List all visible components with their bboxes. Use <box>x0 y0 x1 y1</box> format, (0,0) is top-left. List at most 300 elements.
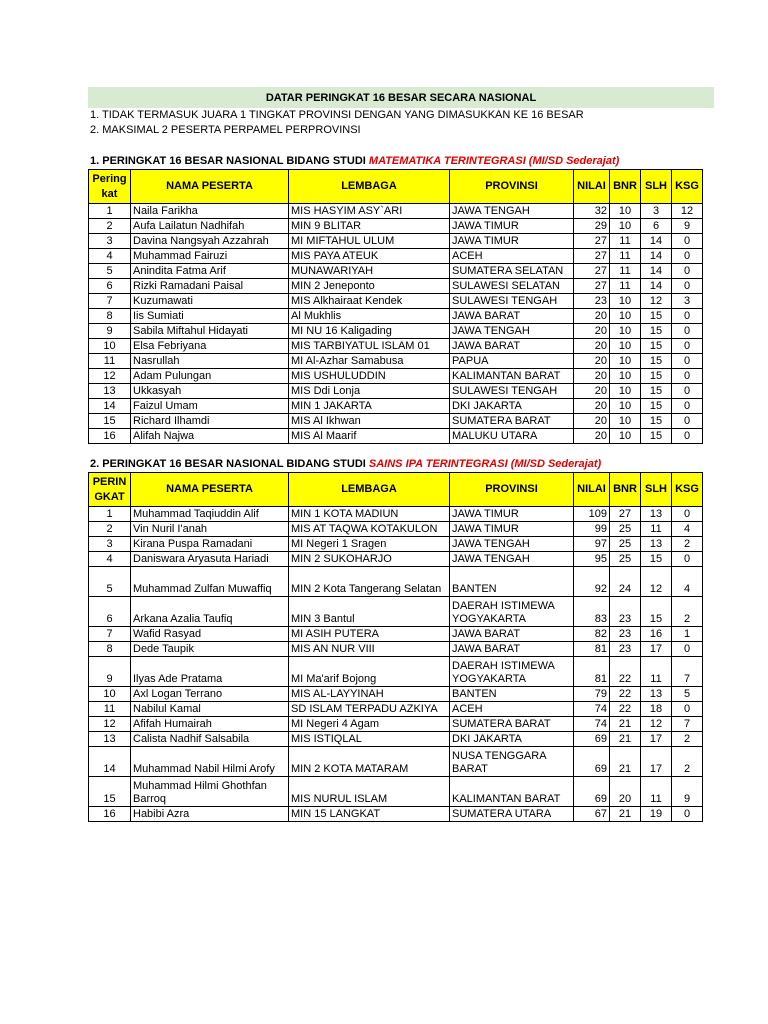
cell-wrong: 15 <box>641 339 672 354</box>
cell-province: SULAWESI TENGAH <box>450 294 574 309</box>
cell-correct: 25 <box>610 522 641 537</box>
cell-blank: 12 <box>672 204 703 219</box>
cell-correct: 10 <box>610 219 641 234</box>
cell-province: SUMATERA UTARA <box>450 807 574 822</box>
cell-score: 27 <box>574 249 610 264</box>
cell-correct: 10 <box>610 384 641 399</box>
cell-score: 27 <box>574 264 610 279</box>
cell-province: DKI JAKARTA <box>450 732 574 747</box>
section-1-heading <box>90 155 619 167</box>
cell-institution: MIN 1 JAKARTA <box>289 399 450 414</box>
cell-province: JAWA BARAT <box>450 309 574 324</box>
cell-institution: MIS PAYA ATEUK <box>289 249 450 264</box>
column-header-blank: KSG <box>672 170 703 204</box>
table-row <box>89 249 703 264</box>
cell-wrong: 17 <box>641 732 672 747</box>
table-row <box>89 627 703 642</box>
table-row <box>89 537 703 552</box>
table-row <box>89 507 703 522</box>
cell-blank: 0 <box>672 234 703 249</box>
cell-province: BANTEN <box>450 687 574 702</box>
cell-name: Anindita Fatma Arif <box>131 264 289 279</box>
column-header-province: PROVINSI <box>450 473 574 507</box>
cell-score: 20 <box>574 399 610 414</box>
cell-province: DKI JAKARTA <box>450 399 574 414</box>
cell-blank: 9 <box>672 777 703 807</box>
cell-score: 83 <box>574 597 610 627</box>
cell-rank: 16 <box>89 429 131 444</box>
cell-wrong: 19 <box>641 807 672 822</box>
column-header-correct: BNR <box>610 170 641 204</box>
cell-name: Ilyas Ade Pratama <box>131 657 289 687</box>
cell-correct: 11 <box>610 249 641 264</box>
cell-wrong: 11 <box>641 777 672 807</box>
cell-score: 67 <box>574 807 610 822</box>
cell-institution: MIN 2 Kota Tangerang Selatan <box>289 567 450 597</box>
cell-correct: 21 <box>610 807 641 822</box>
cell-institution: MIS AN NUR VIII <box>289 642 450 657</box>
cell-province: KALIMANTAN BARAT <box>450 777 574 807</box>
section-2-heading <box>90 458 601 470</box>
cell-score: 69 <box>574 732 610 747</box>
cell-institution: MI ASIH PUTERA <box>289 627 450 642</box>
cell-province: NUSA TENGGARA BARAT <box>450 747 574 777</box>
cell-blank: 3 <box>672 294 703 309</box>
cell-province: DAERAH ISTIMEWA YOGYAKARTA <box>450 597 574 627</box>
table-row <box>89 597 703 627</box>
cell-name: Daniswara Aryasuta Hariadi <box>131 552 289 567</box>
cell-rank: 12 <box>89 369 131 384</box>
cell-province: JAWA TENGAH <box>450 204 574 219</box>
table-row <box>89 369 703 384</box>
cell-institution: MIS HASYIM ASY`ARI <box>289 204 450 219</box>
cell-blank: 0 <box>672 264 703 279</box>
cell-province: SULAWESI SELATAN <box>450 279 574 294</box>
cell-name: Nabilul Kamal <box>131 702 289 717</box>
cell-score: 20 <box>574 369 610 384</box>
cell-correct: 10 <box>610 339 641 354</box>
cell-wrong: 15 <box>641 354 672 369</box>
cell-province: JAWA BARAT <box>450 627 574 642</box>
cell-wrong: 3 <box>641 204 672 219</box>
cell-rank: 2 <box>89 522 131 537</box>
cell-name: Iis Sumiati <box>131 309 289 324</box>
cell-score: 20 <box>574 354 610 369</box>
cell-province: SUMATERA BARAT <box>450 717 574 732</box>
cell-correct: 25 <box>610 537 641 552</box>
cell-score: 27 <box>574 234 610 249</box>
cell-correct: 23 <box>610 642 641 657</box>
column-header-wrong: SLH <box>641 170 672 204</box>
table-row <box>89 777 703 807</box>
table-row <box>89 642 703 657</box>
column-header-name: NAMA PESERTA <box>131 473 289 507</box>
cell-wrong: 15 <box>641 597 672 627</box>
cell-name: Wafid Rasyad <box>131 627 289 642</box>
cell-rank: 15 <box>89 777 131 807</box>
cell-wrong: 15 <box>641 309 672 324</box>
cell-blank: 2 <box>672 732 703 747</box>
cell-wrong: 13 <box>641 507 672 522</box>
cell-correct: 10 <box>610 369 641 384</box>
cell-province: SUMATERA BARAT <box>450 414 574 429</box>
cell-rank: 5 <box>89 567 131 597</box>
cell-province: JAWA TIMUR <box>450 219 574 234</box>
cell-blank: 0 <box>672 399 703 414</box>
table-row <box>89 567 703 597</box>
cell-blank: 7 <box>672 657 703 687</box>
cell-score: 32 <box>574 204 610 219</box>
cell-rank: 8 <box>89 309 131 324</box>
cell-correct: 10 <box>610 399 641 414</box>
table-row <box>89 522 703 537</box>
cell-rank: 5 <box>89 264 131 279</box>
cell-name: Axl Logan Terrano <box>131 687 289 702</box>
cell-rank: 6 <box>89 279 131 294</box>
table-row <box>89 219 703 234</box>
section-1-subject: MATEMATIKA TERINTEGRASI (MI/SD Sederajat) <box>368 155 620 167</box>
table-row <box>89 717 703 732</box>
cell-province: JAWA TENGAH <box>450 324 574 339</box>
cell-name: Muhammad Hilmi Ghothfan Barroq <box>131 777 289 807</box>
table-header-row <box>89 473 703 507</box>
cell-name: Alifah Najwa <box>131 429 289 444</box>
cell-correct: 10 <box>610 324 641 339</box>
cell-wrong: 12 <box>641 717 672 732</box>
cell-institution: MI Al-Azhar Samabusa <box>289 354 450 369</box>
cell-blank: 9 <box>672 219 703 234</box>
column-header-score: NILAI <box>574 170 610 204</box>
cell-wrong: 15 <box>641 552 672 567</box>
cell-wrong: 15 <box>641 399 672 414</box>
cell-correct: 23 <box>610 627 641 642</box>
cell-province: KALIMANTAN BARAT <box>450 369 574 384</box>
cell-score: 81 <box>574 642 610 657</box>
column-header-wrong: SLH <box>641 473 672 507</box>
cell-institution: MIS AL-LAYYINAH <box>289 687 450 702</box>
cell-rank: 14 <box>89 747 131 777</box>
cell-name: Naila Farikha <box>131 204 289 219</box>
cell-institution: MIN 1 KOTA MADIUN <box>289 507 450 522</box>
cell-wrong: 15 <box>641 369 672 384</box>
cell-correct: 11 <box>610 279 641 294</box>
cell-province: ACEH <box>450 702 574 717</box>
cell-institution: MIN 9 BLITAR <box>289 219 450 234</box>
cell-institution: MIS USHULUDDIN <box>289 369 450 384</box>
cell-institution: MIS Alkhairaat Kendek <box>289 294 450 309</box>
cell-name: Vin Nuril I'anah <box>131 522 289 537</box>
cell-blank: 7 <box>672 717 703 732</box>
cell-institution: MI NU 16 Kaligading <box>289 324 450 339</box>
column-header-province: PROVINSI <box>450 170 574 204</box>
cell-rank: 12 <box>89 717 131 732</box>
cell-rank: 11 <box>89 354 131 369</box>
cell-blank: 0 <box>672 807 703 822</box>
cell-wrong: 15 <box>641 384 672 399</box>
cell-correct: 10 <box>610 204 641 219</box>
table-row <box>89 279 703 294</box>
cell-score: 109 <box>574 507 610 522</box>
column-header-institution: LEMBAGA <box>289 170 450 204</box>
cell-wrong: 17 <box>641 747 672 777</box>
cell-wrong: 13 <box>641 687 672 702</box>
column-header-name: NAMA PESERTA <box>131 170 289 204</box>
cell-institution: MIS NURUL ISLAM <box>289 777 450 807</box>
cell-blank: 0 <box>672 339 703 354</box>
cell-score: 20 <box>574 429 610 444</box>
cell-name: Muhammad Fairuzi <box>131 249 289 264</box>
cell-score: 20 <box>574 324 610 339</box>
cell-name: Aufa Lailatun Nadhifah <box>131 219 289 234</box>
cell-correct: 11 <box>610 264 641 279</box>
cell-institution: MIS ISTIQLAL <box>289 732 450 747</box>
cell-blank: 1 <box>672 627 703 642</box>
column-header-institution: LEMBAGA <box>289 473 450 507</box>
cell-rank: 9 <box>89 324 131 339</box>
cell-province: JAWA TIMUR <box>450 507 574 522</box>
table-row <box>89 324 703 339</box>
cell-blank: 0 <box>672 429 703 444</box>
cell-rank: 8 <box>89 642 131 657</box>
cell-rank: 2 <box>89 219 131 234</box>
table-row <box>89 354 703 369</box>
table-row <box>89 429 703 444</box>
cell-name: Nasrullah <box>131 354 289 369</box>
cell-correct: 10 <box>610 294 641 309</box>
cell-rank: 14 <box>89 399 131 414</box>
cell-wrong: 12 <box>641 567 672 597</box>
cell-score: 97 <box>574 537 610 552</box>
cell-institution: MIN 2 SUKOHARJO <box>289 552 450 567</box>
section-1-heading-prefix: 1. PERINGKAT 16 BESAR NASIONAL BIDANG STUDI <box>90 155 369 167</box>
ranking-table-matematika <box>88 169 703 444</box>
cell-name: Richard Ilhamdi <box>131 414 289 429</box>
document-title: DATAR PERINGKAT 16 BESAR SECARA NASIONAL <box>88 87 714 108</box>
cell-correct: 23 <box>610 597 641 627</box>
cell-wrong: 15 <box>641 414 672 429</box>
cell-wrong: 16 <box>641 627 672 642</box>
cell-name: Faizul Umam <box>131 399 289 414</box>
cell-rank: 9 <box>89 657 131 687</box>
cell-correct: 24 <box>610 567 641 597</box>
cell-blank: 2 <box>672 597 703 627</box>
cell-province: JAWA TENGAH <box>450 552 574 567</box>
cell-name: Muhammad Nabil Hilmi Arofy <box>131 747 289 777</box>
table-row <box>89 384 703 399</box>
cell-rank: 3 <box>89 234 131 249</box>
cell-wrong: 15 <box>641 429 672 444</box>
cell-correct: 10 <box>610 414 641 429</box>
cell-wrong: 6 <box>641 219 672 234</box>
section-2-subject: SAINS IPA TERINTEGRASI (MI/SD Sederajat) <box>368 458 602 470</box>
table-row <box>89 657 703 687</box>
table-header-row <box>89 170 703 204</box>
cell-institution: MIN 2 Jeneponto <box>289 279 450 294</box>
table-row <box>89 414 703 429</box>
cell-blank: 2 <box>672 537 703 552</box>
cell-blank: 0 <box>672 324 703 339</box>
cell-rank: 7 <box>89 294 131 309</box>
cell-rank: 11 <box>89 702 131 717</box>
cell-blank: 0 <box>672 384 703 399</box>
cell-rank: 16 <box>89 807 131 822</box>
cell-blank: 0 <box>672 249 703 264</box>
cell-institution: MIS TARBIYATUL ISLAM 01 <box>289 339 450 354</box>
cell-wrong: 11 <box>641 657 672 687</box>
cell-blank: 4 <box>672 522 703 537</box>
cell-rank: 1 <box>89 204 131 219</box>
cell-province: JAWA TENGAH <box>450 537 574 552</box>
cell-province: MALUKU UTARA <box>450 429 574 444</box>
cell-score: 74 <box>574 702 610 717</box>
cell-blank: 0 <box>672 642 703 657</box>
cell-name: Dede Taupik <box>131 642 289 657</box>
note-2: 2. MAKSIMAL 2 PESERTA PERPAMEL PERPROVINSI <box>90 124 361 136</box>
column-header-correct: BNR <box>610 473 641 507</box>
column-header-rank: Pering kat <box>89 170 131 204</box>
table-row <box>89 294 703 309</box>
cell-name: Elsa Febriyana <box>131 339 289 354</box>
cell-institution: MI Negeri 1 Sragen <box>289 537 450 552</box>
cell-institution: MIS Al Ikhwan <box>289 414 450 429</box>
cell-name: Muhammad Zulfan Muwaffiq <box>131 567 289 597</box>
cell-rank: 1 <box>89 507 131 522</box>
cell-rank: 10 <box>89 339 131 354</box>
cell-wrong: 12 <box>641 294 672 309</box>
table-row <box>89 552 703 567</box>
table-row <box>89 687 703 702</box>
cell-rank: 4 <box>89 552 131 567</box>
cell-correct: 11 <box>610 234 641 249</box>
cell-name: Davina Nangsyah Azzahrah <box>131 234 289 249</box>
cell-wrong: 18 <box>641 702 672 717</box>
cell-name: Calista Nadhif Salsabila <box>131 732 289 747</box>
cell-province: ACEH <box>450 249 574 264</box>
cell-institution: MUNAWARIYAH <box>289 264 450 279</box>
table-row <box>89 204 703 219</box>
cell-blank: 0 <box>672 279 703 294</box>
cell-province: JAWA TIMUR <box>450 234 574 249</box>
cell-rank: 13 <box>89 732 131 747</box>
cell-blank: 0 <box>672 309 703 324</box>
table-row <box>89 309 703 324</box>
table-row <box>89 807 703 822</box>
cell-score: 92 <box>574 567 610 597</box>
cell-name: Adam Pulungan <box>131 369 289 384</box>
cell-score: 82 <box>574 627 610 642</box>
cell-province: BANTEN <box>450 567 574 597</box>
cell-correct: 10 <box>610 354 641 369</box>
cell-score: 20 <box>574 339 610 354</box>
cell-wrong: 11 <box>641 522 672 537</box>
table-row <box>89 339 703 354</box>
cell-wrong: 14 <box>641 249 672 264</box>
cell-correct: 10 <box>610 309 641 324</box>
cell-score: 27 <box>574 279 610 294</box>
cell-province: JAWA BARAT <box>450 642 574 657</box>
cell-institution: MIS AT TAQWA KOTAKULON <box>289 522 450 537</box>
cell-blank: 0 <box>672 552 703 567</box>
cell-correct: 21 <box>610 747 641 777</box>
cell-score: 20 <box>574 309 610 324</box>
cell-institution: MIS Ddi Lonja <box>289 384 450 399</box>
table-row <box>89 747 703 777</box>
cell-rank: 15 <box>89 414 131 429</box>
cell-score: 20 <box>574 414 610 429</box>
cell-institution: MIN 15 LANGKAT <box>289 807 450 822</box>
cell-province: JAWA BARAT <box>450 339 574 354</box>
cell-score: 29 <box>574 219 610 234</box>
cell-correct: 25 <box>610 552 641 567</box>
cell-score: 79 <box>574 687 610 702</box>
cell-blank: 0 <box>672 702 703 717</box>
cell-rank: 10 <box>89 687 131 702</box>
cell-score: 69 <box>574 777 610 807</box>
cell-rank: 4 <box>89 249 131 264</box>
cell-province: PAPUA <box>450 354 574 369</box>
cell-score: 20 <box>574 384 610 399</box>
cell-wrong: 14 <box>641 279 672 294</box>
table-row <box>89 234 703 249</box>
column-header-blank: KSG <box>672 473 703 507</box>
cell-correct: 10 <box>610 429 641 444</box>
cell-wrong: 15 <box>641 324 672 339</box>
cell-name: Rizki Ramadani Paisal <box>131 279 289 294</box>
cell-name: Habibi Azra <box>131 807 289 822</box>
table-row <box>89 399 703 414</box>
cell-correct: 21 <box>610 732 641 747</box>
cell-blank: 5 <box>672 687 703 702</box>
cell-rank: 7 <box>89 627 131 642</box>
cell-rank: 3 <box>89 537 131 552</box>
section-2-heading-prefix: 2. PERINGKAT 16 BESAR NASIONAL BIDANG STUDI <box>90 458 369 470</box>
table-row <box>89 702 703 717</box>
cell-score: 95 <box>574 552 610 567</box>
table-row <box>89 264 703 279</box>
cell-score: 99 <box>574 522 610 537</box>
column-header-score: NILAI <box>574 473 610 507</box>
cell-rank: 13 <box>89 384 131 399</box>
cell-province: SUMATERA SELATAN <box>450 264 574 279</box>
cell-institution: MI Negeri 4 Agam <box>289 717 450 732</box>
cell-institution: MIN 2 KOTA MATARAM <box>289 747 450 777</box>
cell-blank: 4 <box>672 567 703 597</box>
cell-blank: 2 <box>672 747 703 777</box>
cell-score: 81 <box>574 657 610 687</box>
cell-correct: 22 <box>610 657 641 687</box>
cell-name: Muhammad Taqiuddin Alif <box>131 507 289 522</box>
column-header-rank: PERIN GKAT <box>89 473 131 507</box>
cell-institution: MI Ma'arif Bojong <box>289 657 450 687</box>
table-row <box>89 732 703 747</box>
cell-wrong: 13 <box>641 537 672 552</box>
ranking-table-sains-ipa <box>88 472 703 822</box>
cell-blank: 0 <box>672 369 703 384</box>
cell-institution: MI MIFTAHUL ULUM <box>289 234 450 249</box>
cell-province: JAWA TIMUR <box>450 522 574 537</box>
cell-blank: 0 <box>672 414 703 429</box>
cell-name: Kuzumawati <box>131 294 289 309</box>
cell-province: SULAWESI TENGAH <box>450 384 574 399</box>
cell-name: Ukkasyah <box>131 384 289 399</box>
cell-blank: 0 <box>672 507 703 522</box>
cell-wrong: 14 <box>641 234 672 249</box>
cell-name: Afifah Humairah <box>131 717 289 732</box>
cell-rank: 6 <box>89 597 131 627</box>
cell-correct: 22 <box>610 702 641 717</box>
cell-institution: Al Mukhlis <box>289 309 450 324</box>
cell-score: 74 <box>574 717 610 732</box>
